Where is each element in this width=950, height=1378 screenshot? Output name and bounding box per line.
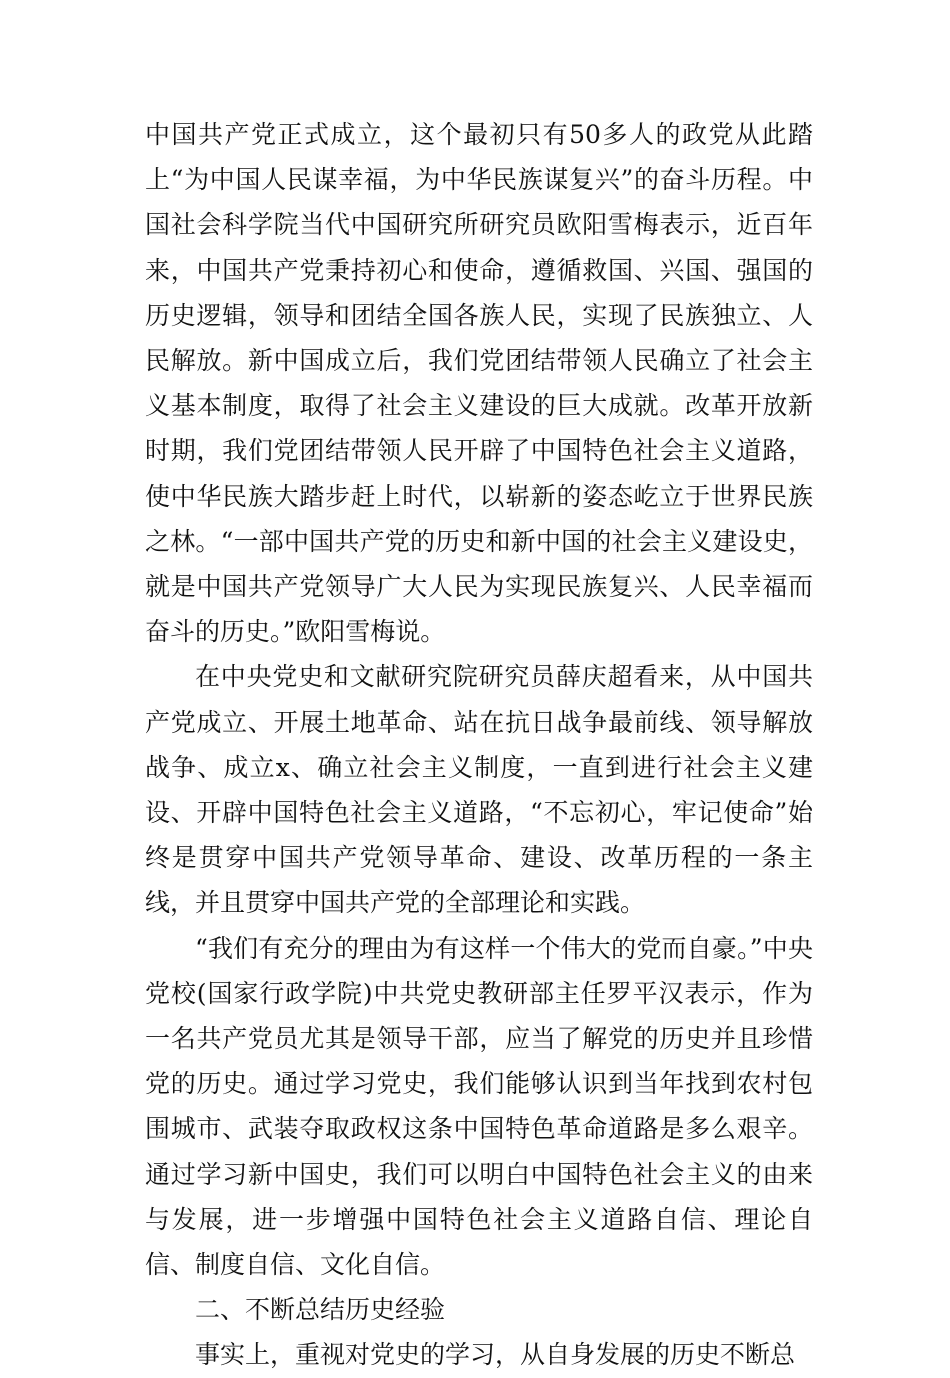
document-body <box>145 112 813 1378</box>
paragraph-luo-pinghan: “我们有充分的理由为有这样一个伟大的党而自豪。”中央党校(国家行政学院)中共党史教研部主任罗平汉表示，作为一名共产党员尤其是领导干部，应当了解党的历史并且珍惜党的历史。通过学习党史，我们能够认识到当年找到农村包围城市、武装夺取政权这条中国特色革命道路是多么艰辛。通过学习新中国史，我们可以明白中国特色社会主义的由来与发展，进一步增强中国特色社会主义道路自信、理论自信、制度自信、文化自信。 <box>145 933 813 1280</box>
paragraph-xue-qingchao: 在中央党史和文献研究院研究员薛庆超看来，从中国共产党成立、开展土地革命、站在抗日战争最前线、领导解放战争、成立x、确立社会主义制度，一直到进行社会主义建设、开辟中国特色社会主义道路，“不忘初心，牢记使命”始终是贯穿中国共产党领导革命、建设、改革历程的一条主线，并且贯穿中国共产党的全部理论和实践。 <box>145 662 813 918</box>
section-heading: 二、不断总结历史经验 <box>195 1295 446 1325</box>
paragraph-final: 事实上，重视对党史的学习，从自身发展的历史不断总 <box>195 1340 796 1370</box>
paragraph-continuation: 中国共产党正式成立，这个最初只有50多人的政党从此踏上“为中国人民谋幸福，为中华民族谋复兴”的奋斗历程。中国社会科学院当代中国研究所研究员欧阳雪梅表示，近百年来，中国共产党秉持初心和使命，遵循救国、兴国、强国的历史逻辑，领导和团结全国各族人民，实现了民族独立、人民解放。新中国成立后，我们党团结带领人民确立了社会主义基本制度，取得了社会主义建设的巨大成就。改革开放新时期，我们党团结带领人民开辟了中国特色社会主义道路，使中华民族大踏步赶上时代，以崭新的姿态屹立于世界民族之林。“一部中国共产党的历史和新中国的社会主义建设史，就是中国共产党领导广大人民为实现民族复兴、人民幸福而奋斗的历史。”欧阳雪梅说。 <box>145 120 813 647</box>
